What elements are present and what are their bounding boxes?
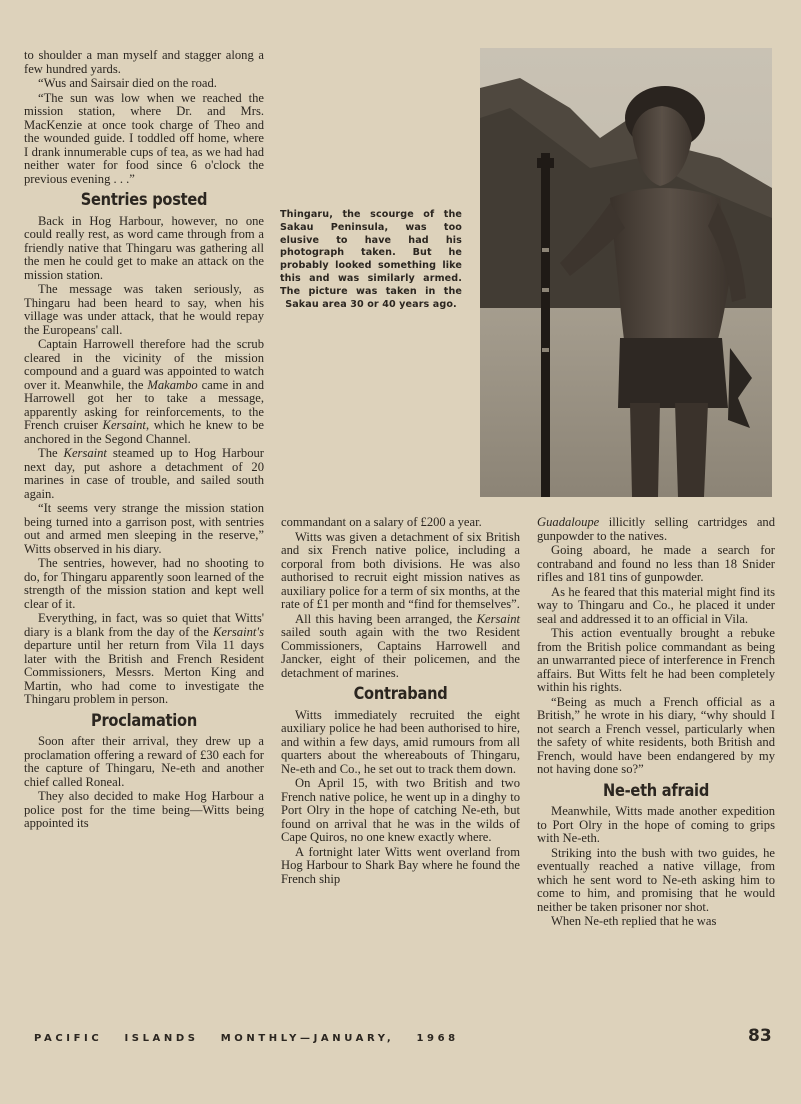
paragraph: The message was taken seriously, as Thingaru had been heard to say, when his village was under attack, that he would repay the Europeans' call. [24, 282, 264, 337]
section-heading-contraband: Contraband [353, 684, 448, 704]
paragraph: All this having been arranged, the Kersaint sailed south again with the two Resident Commissioners, Captains Harrowell and Jancker, eight of their policemen, and the detachment of marines. [281, 611, 520, 680]
paragraph: The Kersaint steamed up to Hog Harbour next day, put ashore a detachment of 20 marines in case of trouble, and sailed south again. [24, 446, 265, 501]
paragraph: to shoulder a man myself and stagger along a few hundred yards. [24, 48, 264, 76]
paragraph: “Being as much a French official as a British,” he wrote in his diary, “why should I not search a French vessel, particularly when the safety of white residents, both British and French, would have been endangered by my not having done so?” [537, 694, 775, 776]
column-left [24, 49, 264, 832]
section-heading-proclamation: Proclamation [91, 710, 197, 731]
paragraph: Back in Hog Harbour, however, no one could really rest, as word came through from a friendly native that Thingaru was gathering all the men he could get to make an attack on the mission station. [24, 213, 264, 282]
paragraph: “It seems very strange the mission station being turned into a garrison post, with sentries out and armed men sleeping in the reserve,” Witts observed in his diary. [24, 501, 264, 556]
paragraph: As he feared that this material might find its way to Thingaru and Co., he placed it under seal and addressed it to an official in Vila. [537, 584, 775, 626]
paragraph: Going aboard, he made a search for contraband and found no less than 18 Snider rifles and 181 tins of gunpowder. [537, 543, 775, 584]
paragraph: The sentries, however, had no shooting to do, for Thingaru apparently soon learned of the strength of the mission station and kept well clear of it. [24, 556, 264, 611]
photo-caption: Thingaru, the scourge of the Sakau Peninsula, was too elusive to have had his photograph taken. But he probably looked something like this and was similarly armed. The picture was taken in the Sakau area 30 or 40 years ago. [280, 209, 462, 310]
paragraph: Striking into the bush with two guides, he eventually reached a native village, from which he sent word to Ne-eth asking him to come to him, and promising that he would neither be taken prisoner nor shot. [537, 845, 775, 914]
paragraph: A fortnight later Witts went overland from Hog Harbour to Shark Bay where he found the French ship [281, 844, 520, 886]
column-right [537, 516, 775, 930]
paragraph: “The sun was low when we reached the mission station, where Dr. and Mrs. MacKenzie at once took charge of Theo and the wounded guide. I toddled off home, where I drank innumerable cups of tea, as we had had neither water for food since 6 o'clock the previous evening . . .” [24, 90, 264, 186]
page-number: 83 [748, 1026, 772, 1046]
paragraph: Witts immediately recruited the eight auxiliary police he had been authorised to hire, and within a few days, amid rumours from all quarters about the whereabouts of Thingaru, Ne-eth and Co., he set out to track them down. [281, 707, 520, 776]
warrior-photograph [480, 48, 772, 497]
paragraph: They also decided to make Hog Harbour a police post for the time being—Witts being appointed its [24, 789, 264, 830]
paragraph: Witts was given a detachment of six British and six French native police, including a corporal from both divisions. He was also authorised to recruit eight mission natives as auxiliary police for a term of six months, at the rate of £1 per month and “find for themselves”. [281, 529, 520, 611]
section-heading-neeth: Ne-eth afraid [602, 780, 710, 801]
paragraph: Captain Harrowell therefore had the scrub cleared in the vicinity of the mission compound and a guard was appointed to watch over it. Meanwhile, the Makambo came in and Harrowell got her to take a message, apparently asking for reinforcements, to the French cruiser Kersaint, which he knew to be anchored in the Segond Channel. [24, 337, 264, 446]
paragraph: commandant on a salary of £200 a year. [281, 515, 482, 529]
footer-publication: PACIFIC ISLANDS MONTHLY—JANUARY, 1968 [34, 1033, 459, 1044]
paragraph: Guadaloupe illicitly selling cartridges and gunpowder to the natives. [537, 515, 775, 543]
paragraph: When Ne-eth replied that he was [551, 914, 717, 928]
paragraph: “Wus and Sairsair died on the road. [38, 76, 217, 90]
paragraph: On April 15, with two British and two French native police, he went up in a dinghy to Port Olry in the hope of catching Ne-eth, but found on arrival that he was in the wilds of Cape Quiros, no one knew exactly where. [281, 776, 520, 844]
column-middle [281, 516, 520, 887]
paragraph: Soon after their arrival, they drew up a proclamation offering a reward of £30 each for the capture of Thingaru, Ne-eth and another chief called Roneal. [24, 734, 264, 789]
paragraph: Meanwhile, Witts made another expedition to Port Olry in the hope of coming to grips with Ne-eth. [537, 804, 775, 845]
paragraph: Everything, in fact, was so quiet that Witts' diary is a blank from the day of the Kersaint's departure until her return from Vila 11 days later with the British and French Resident Commissioners, Messrs. Merton King and Martin, who had come to investigate the Thingaru problem in person. [24, 611, 264, 706]
paragraph: This action eventually brought a rebuke from the British police commandant as being an unwarranted piece of interference in French affairs. But Witts felt he had been completely within his rights. [537, 626, 775, 694]
section-heading-sentries: Sentries posted [80, 190, 208, 210]
